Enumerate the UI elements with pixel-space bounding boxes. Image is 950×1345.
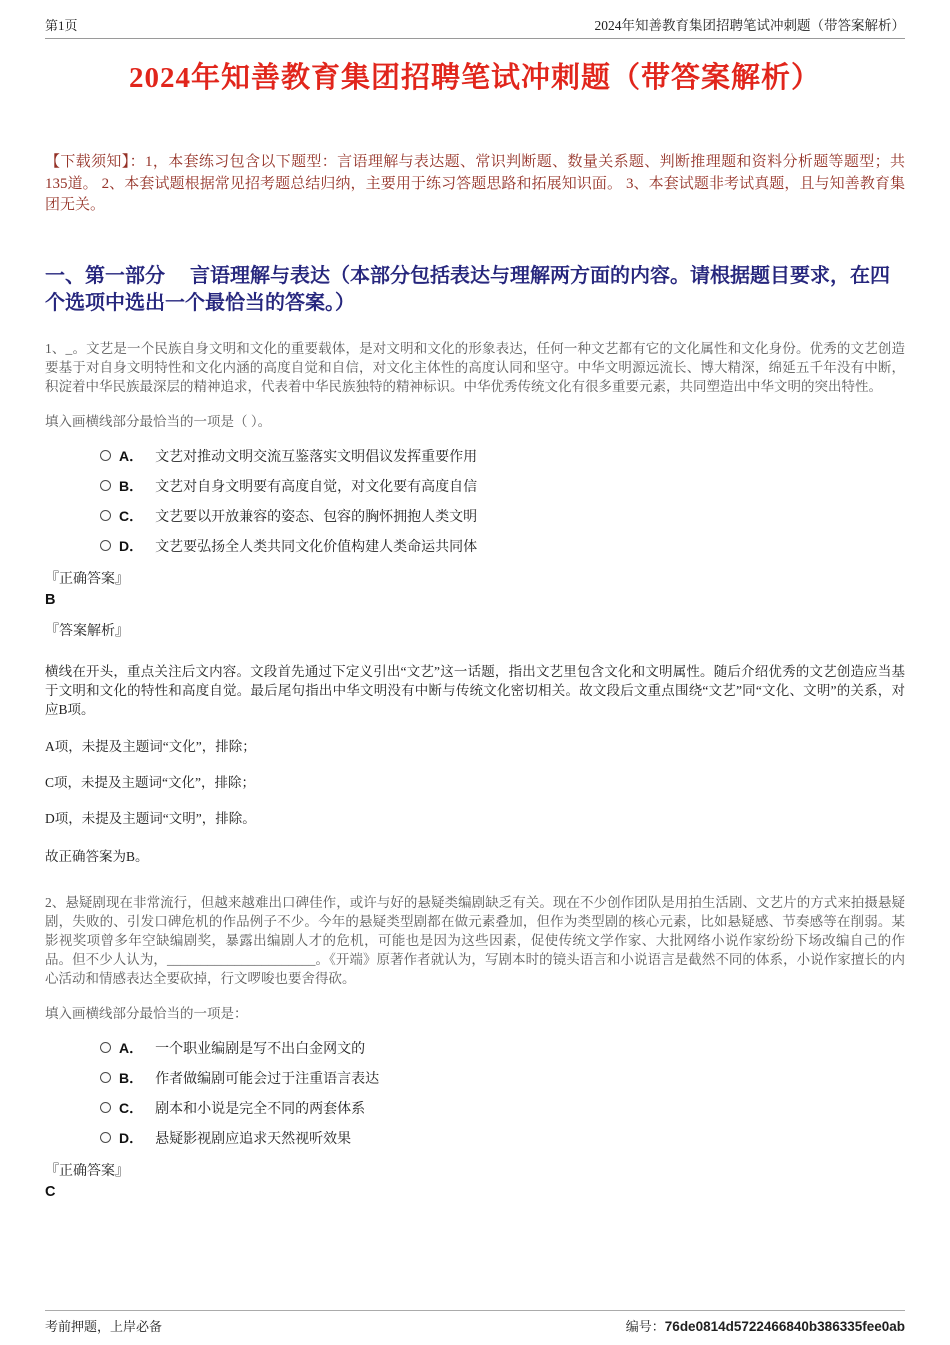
question-2 bbox=[45, 893, 905, 1200]
correct-answer-label: 『正确答案』 bbox=[45, 1163, 129, 1179]
correct-answer-label: 『正确答案』 bbox=[45, 571, 129, 587]
option-text: 文艺要弘扬全人类共同文化价值构建人类命运共同体 bbox=[155, 539, 478, 555]
page-header bbox=[45, 0, 905, 39]
option-c[interactable] bbox=[100, 506, 905, 526]
option-text: 剧本和小说是完全不同的两套体系 bbox=[155, 1101, 366, 1117]
footer-slogan: 考前押题，上岸必备 bbox=[45, 1319, 163, 1334]
option-text: 文艺要以开放兼容的姿态、包容的胸怀拥抱人类文明 bbox=[155, 509, 478, 525]
question-1-options bbox=[100, 446, 905, 556]
option-text: 作者做编剧可能会过于注重语言表达 bbox=[155, 1071, 380, 1087]
question-2-prompt: 填入画横线部分最恰当的一项是： bbox=[45, 1005, 248, 1021]
footer-id-value: 76de0814d5722466840b386335fee0ab bbox=[664, 1319, 905, 1334]
footer-id-label: 编号： bbox=[625, 1319, 665, 1334]
option-text: 一个职业编剧是写不出白金网文的 bbox=[155, 1041, 366, 1057]
option-letter: C． bbox=[119, 1099, 144, 1116]
question-1-stem: 1、_。文艺是一个民族自身文明和文化的重要载体，是对文明和文化的形象表达，任何一种文艺都有它的文化属性和文化身份。优秀的文艺创造要基于对自身文明特性和文化内涵的高度自觉和自信，对文化主体性的高度认同和坚守。中华文明源远流长、博大精深，绵延五千年没有中断，积淀着中华民族最深层的精神追求，代表着中华民族独特的精神标识。中华优秀传统文化有很多重要元素，共同塑造出中华文明的突出特性。 bbox=[45, 340, 905, 394]
section-heading: 一、第一部分 言语理解与表达（本部分包括表达与理解两方面的内容。请根据题目要求，在四个选项中选出一个最恰当的答案。） bbox=[45, 264, 890, 314]
page-footer bbox=[45, 1310, 905, 1335]
analysis-label: 『答案解析』 bbox=[45, 623, 129, 639]
question-1 bbox=[45, 339, 905, 865]
radio-icon[interactable] bbox=[100, 1072, 111, 1083]
page-title: 2024年知善教育集团招聘笔试冲刺题（带答案解析） bbox=[128, 62, 821, 94]
option-letter: D． bbox=[119, 537, 144, 554]
option-b[interactable] bbox=[100, 1068, 905, 1088]
radio-icon[interactable] bbox=[100, 1132, 111, 1143]
option-text: 文艺对自身文明要有高度自觉，对文化要有高度自信 bbox=[155, 479, 478, 495]
option-b[interactable] bbox=[100, 476, 905, 496]
question-2-options bbox=[100, 1038, 905, 1148]
option-a[interactable] bbox=[100, 446, 905, 466]
option-letter: B． bbox=[119, 477, 144, 494]
option-text: 悬疑影视剧应追求天然视听效果 bbox=[155, 1131, 352, 1147]
correct-answer-value: B bbox=[45, 591, 56, 608]
option-d[interactable] bbox=[100, 536, 905, 556]
correct-answer-value: C bbox=[45, 1183, 56, 1200]
option-letter: C． bbox=[119, 507, 144, 524]
radio-icon[interactable] bbox=[100, 480, 111, 491]
option-c[interactable] bbox=[100, 1098, 905, 1118]
radio-icon[interactable] bbox=[100, 540, 111, 551]
analysis-text: 横线在开头，重点关注后文内容。文段首先通过下定义引出“文艺”这一话题，指出文艺里包含文化和文明属性。随后介绍优秀的文艺创造应当基于文明和文化的特性和高度自觉。最后尾句指出中华文明没有中断与传统文化密切相关。故文段后文重点围绕“文艺”同“文化、文明”的关系，对应B项。 bbox=[45, 663, 905, 717]
download-notice: 【下载须知】：1，本套练习包含以下题型：言语理解与表达题、常识判断题、数量关系题、判断推理题和资料分析题等题型；共135道。 2、本套试题根据常见招考题总结归纳，主要用于练习答题思路和拓展知识面。 3、本套试题非考试真题，且与知善教育集团无关。 bbox=[45, 154, 905, 213]
radio-icon[interactable] bbox=[100, 1042, 111, 1053]
footer-document-id bbox=[626, 1316, 905, 1335]
radio-icon[interactable] bbox=[100, 510, 111, 521]
radio-icon[interactable] bbox=[100, 450, 111, 461]
option-text: 文艺对推动文明交流互鉴落实文明倡议发挥重要作用 bbox=[155, 449, 478, 465]
conclusion-text: 故正确答案为B。 bbox=[45, 848, 149, 864]
option-letter: B． bbox=[119, 1069, 144, 1086]
option-letter: A． bbox=[119, 447, 144, 464]
option-d[interactable] bbox=[100, 1128, 905, 1148]
question-2-stem: 2、悬疑剧现在非常流行，但越来越难出口碑佳作，或许与好的悬疑类编剧缺乏有关。现在不少创作团队是用拍生活剧、文艺片的方式来拍摄悬疑剧，失败的、引发口碑危机的作品例子不少。今年的悬疑类型剧都在做元素叠加，但作为类型剧的核心元素，比如悬疑感、节奏感等在削弱。某影视奖项曾多年空缺编剧奖，暴露出编剧人才的危机，可能也是因为这些因素，促使传统文学作家、大批网络小说作家纷纷下场改编自己的作品。但不少人认为，______________________。《开端》原著作者就认为，写剧本时的镜头语言和小说语言是截然不同的体系，小说作家擅长的内心活动和情感表达全要砍掉，行文啰唆也要舍得砍。 bbox=[45, 894, 905, 986]
option-letter: D． bbox=[119, 1129, 144, 1146]
header-doc-title: 2024年知善教育集团招聘笔试冲刺题（带答案解析） bbox=[594, 18, 905, 33]
option-letter: A． bbox=[119, 1039, 144, 1056]
exclusion-line-c: C项，未提及主题词“文化”，排除； bbox=[45, 774, 255, 790]
radio-icon[interactable] bbox=[100, 1102, 111, 1113]
question-1-prompt: 填入画横线部分最恰当的一项是（ ）。 bbox=[45, 413, 272, 429]
option-a[interactable] bbox=[100, 1038, 905, 1058]
header-page-number: 第1页 bbox=[45, 18, 78, 33]
exclusion-line-a: A项，未提及主题词“文化”，排除； bbox=[45, 738, 256, 754]
exclusion-line-d: D项，未提及主题词“文明”，排除。 bbox=[45, 810, 256, 826]
